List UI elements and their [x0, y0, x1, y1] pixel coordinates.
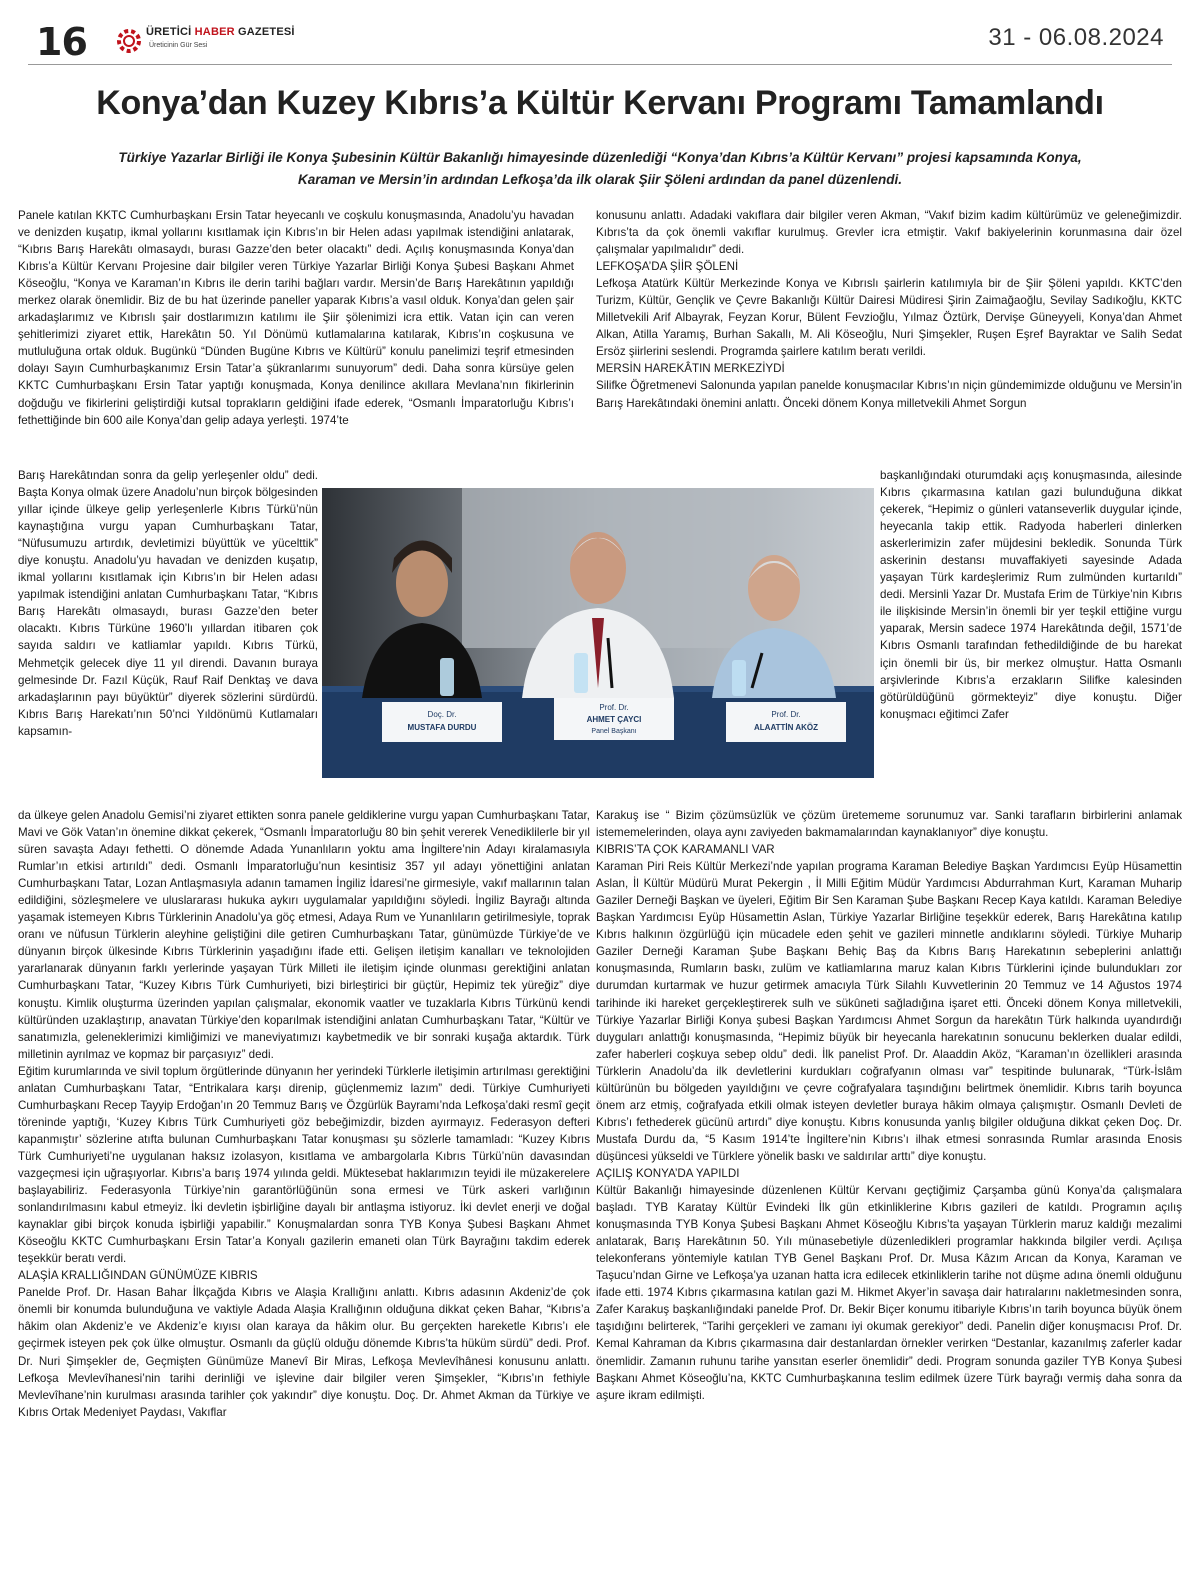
subheading: AÇILIŞ KONYA’DA YAPILDI [596, 1166, 740, 1180]
panel-photo-illustration [322, 488, 874, 778]
issue-date: 31 - 06.08.2024 [988, 24, 1164, 51]
subheading: ALAŞİA KRALLIĞINDAN GÜNÜMÜZE KIBRIS [18, 1269, 258, 1283]
left-column-bottom [18, 807, 590, 1421]
name-plate-title: Doç. Dr. [427, 710, 457, 719]
left-column-wrap [18, 467, 318, 740]
paragraph: başkanlığındaki oturumdaki açış konuşmasında, ailesinde Kıbrıs çıkarmasına katılan gazi bulunduğuna dikkat çekerek, “Hepimiz o günleri vatanseverlik duygular içinde, heyecanla takip ettik. Radyoda haberleri dinlerken askerlerimizin zafer müjdesini bekledik. Sonunda Türk askerinin destansı muvaffakiyeti sayesinde Adada yaşayan Türk kardeşlerimiz Rum zulmünden kurtarıldı” dedi. Mersinli Yazar Dr. Mustafa Erim de Türkiye’nin Kıbrıs ile ilişkisinde Mersin’in önemli bir yer teşkil ettiğine vurgu yaparak, Mersin sadece 1974 Harekâtında değil, 1571’de Kıbrıs Osmanlı tarafından fethedildiğinde de bu harekat için önemli bir üs, bir merkez olmuştur. Hatta Osmanlı arşivlerinde Kıbrıs’a erzakların Silifke kalesinden götürüldüğünü görmekteyiz” diye konuştu. Diğer konuşmacı eğitimci Zafer [880, 469, 1182, 721]
left-column-top [18, 207, 574, 429]
right-column-wrap [880, 467, 1182, 723]
name-plate-name: ALAATTİN AKÖZ [754, 723, 818, 732]
paragraph: da ülkeye gelen Anadolu Gemisi’ni ziyaret ettikten sonra panele geldiklerine vurgu yapan Cumhurbaşkanı Tatar, Mavi ve Gök Vatan’ın önemine dikkat çekerek, “Osmanlı İmparatorluğu 80 bin şehit vererek Venediklilerle bir yıl süren savaşta Adayı fethetti. O dönemde Adada Yunanlıların yoktu ama İngiltere’nin Adayı kiralamasıyla Rumlar’ın etkisi artırıldı” dedi. Osmanlı İmparatorluğu’nun kesintisiz 357 yıl adayı yönettiğini anlatan Cumhurbaşkanı Tatar, Lozan Antlaşmasıyla adanın tamamen İngiliz İdaresi’ne girmesiyle, vakıf mallarının talan edildiğini, sözleşmelere ve uluslararası hukuka aykırı uygulamalar yapıldığını söyledi. İngiliz Bayrağı altında yaşamak istemeyen Kıbrıs Türklerinin Anadolu’ya göç etmesi, Adaya Rum ve Yunanlıların getirilmesiyle, toprak oranı ve nüfusun Türklerin aleyhine geliştiğini dile getiren Cumhurbaşkanı Tatar, günümüzde Türkiye’de ve dünyanın birçok ülkesinde Kıbrıs Türklerinin yaşadığını ifade etti. Gelişen iletişim kanalları ve teknolojiden yararlanarak dünyanın farklı yerlerinde yaşayan Türk Milleti ile iletişim içinde olunması gerektiğini anlatan Cumhurbaşkanı Tatar, “Kuzey Kıbrıs Türk Cumhuriyeti, bizi birleştirici bir güçtür, Hepimiz tek yüreğiz” diye konuştu. Kimlik oluşturma üzerinden yapılan çalışmalar, ekonomik vaatler ve tuzaklarla Kıbrıs Türkünü kendi kültüründen uzaklaştırıp, anavatan Türkiye’den koparılmak istendiğini anlatan Cumhurbaşkanı Tatar, “Kültür ve sanatımızla, geleneklerimizi kimliğimizi ve maneviyatımızı kaybetmedik ve bir sonraki kuşağa aktardık. Türk milletinin ayrılmaz ve kopmaz bir parçasıyız” dedi. [18, 809, 590, 1061]
right-column-bottom [596, 807, 1182, 1404]
subheading: MERSİN HAREKÂTIN MERKEZİYDİ [596, 362, 785, 376]
paragraph: Lefkoşa Atatürk Kültür Merkezinde Konya ve Kıbrıslı şairlerin katılımıyla bir de Şiir Şöleni yapıldı. KKTC’den Turizm, Kültür, Gençlik ve Çevre Bakanlığı Kültür Dairesi Müdiresi Şirin Zaimağaoğlu, Sevilay Sadıkoğlu, KKTC Milletvekili Arif Albayrak, Feyzan Korur, Bülent Fevzioğlu, Yılmaz Öztürk, Dervişe Güneyyeli, Konya’dan Ahmet Alkan, Atilla Yaramış, Burhan Sakallı, M. Ali Köseoğlu, Nuri Şimşekler, Ruşen Eşref Bayraktar ve Salih Sedat Ersöz şiirlerini seslendi. Programda şairlere katılım beratı verildi. [596, 277, 1182, 359]
paragraph: Karaman Piri Reis Kültür Merkezi’nde yapılan programa Karaman Belediye Başkan Yardımcısı Eyüp Hüsamettin Aslan, İl Kültür Müdürü Murat Pekergin , İl Milli Eğitim Müdür Yardımcısı Abdurrahman Kurt, Karaman Muharip Gaziler Derneği Başkan ve üyeleri, Eğitim Bir Sen Karaman Şube Başkanı Recep Kaya katıldı. Karaman Belediye Başkan Yardımcısı Eyüp Hüsamettin Aslan, Türkiye Yazarlar Birliğine teşekkür ederek, Barış Harekâtına katılıp Kıbrıs halkının özgürlüğü için mücadele eden şehit ve gazileri minnetle andıklarını söyledi. Türkiye Muharip Gaziler Derneği Karaman Şube Başkanı Behiç Baş da Kıbrıs Barış Harekatının sebeplerini anlattığı konuşmasında, Rumların baskı, zulüm ve katliamlarına maruz kalan Kıbrıs Türklerini içinde bulundukları zor durumdan kurtarmak ve huzur getirmek amacıyla Türk Silahlı Kuvvetlerinin 20 Temmuz ve 14 Ağustos 1974 tarihinde iki hareket gerçekleştirerek sulh ve sükûneti sağladığına işaret etti. Önceki dönem Konya milletvekili, Türkiye Yazarlar Birliği Konya şubesi Başkan Yardımcısı Ahmet Sorgun da harekâtın Türk halkında uyandırdığı duyguları anlattığı konuşmasında, “Hepimiz büyük bir heyecanla harekatının sonucunu beklerken dualar edildi, zafer haberleri coşkuya sebep oldu” dedi. İlk panelist Prof. Dr. Alaaddin Aköz, “Karaman’ın özellikleri arasında Türklerin Anadolu’da ilk devletlerini kurdukları coğrafyanın olması var” tespitinde bulunarak, “Türk-İslâm kültürünün bu bölgeden yayıldığını ve çevre coğrafyalara taşındığını belirtmek önemlidir. Kıbrıs tarih boyunca önem arz etmiş, coğrafyada etkili olmak isteyen devletler buraya hâkim olmaya çalışmıştır. Osmanlı Devleti de Kıbrıs’ı fethederek gücünü artırdı” diye konuştu. Kıbrıs konusunda yanlış bilgiler olduğuna dikkat çeken Doç. Dr. Mustafa Durdu da, “5 Kasım 1914’te İngiltere’nin Kıbrıs’ı ilhak etmesi sonrasında Rumlar arasında Enosis düşüncesi yükseldi ve Türklere yönelik baskı ve saldırılar arttı” diye konuştu. [596, 860, 1182, 1163]
name-plate-title: Prof. Dr. [771, 710, 801, 719]
article-lede: Türkiye Yazarlar Birliği ile Konya Şubesinin Kültür Bakanlığı himayesinde düzenlediği “Konya’dan Kıbrıs’a Kültür Kervanı” projesi kapsamında Konya, Karaman ve Mersin’in ardından Lefkoşa’da ilk olarak Şiir Şöleni ardından da panel düzenlendi. [118, 150, 1082, 187]
paragraph: Karakuş ise “ Bizim çözümsüzlük ve çözüm üretememe sorunumuz var. Sanki tarafların birbirlerini anlamak istememelerinden, olaya aynı zaviyeden bakmamalarından kaynaklanıyor” diye konuştu. [596, 809, 1182, 840]
brand-name: ÜRETİCİ HABER GAZETESİ [146, 26, 295, 38]
article-headline: Konya’dan Kuzey Kıbrıs’a Kültür Kervanı Programı Tamamlandı [96, 84, 1104, 122]
name-plate-role: Panel Başkanı [591, 728, 637, 735]
subheading: LEFKOŞA’DA ŞİİR ŞÖLENİ [596, 260, 739, 274]
paragraph: Kültür Bakanlığı himayesinde düzenlenen Kültür Kervanı geçtiğimiz Çarşamba günü Konya’da çalışmalara başladı. TYB Karatay Kültür Evindeki İlk gün etkinliklerine Kıbrıs gazileri de katıldı. Programın açılış konuşmasında TYB Konya Şubesi Başkanı Ahmet Köseoğlu Kıbrıs’ta yaşayan Türklerin maruz kaldığı mezalimi anlatarak, Barış Harekâtının 50. Yılı münasebetiyle düzenledikleri programlar hakkında bilgiler verdi. Açılışa telekonferans yöntemiyle katılan TYB Genel Başkanı Prof. Dr. Musa Kâzım Arıcan da Konya, Karaman ve Taşucu’ndan Girne ve Lefkoşa’ya uzanan hatta icra edilecek etkinliklerin tarihe not düşme adına önemli olduğunu ifade etti. 1974 Kıbrıs çıkarmasına katılan gazi M. Hikmet Akyer’in savaşa dair hatıralarını nakletmesinden sonra, Zafer Karakuş başkanlığındaki panelde Prof. Dr. Bekir Biçer konumu itibariyle Kıbrıs’ın tarih boyunca büyük önem taşıdığını belirterek, “Tarihi gerçekleri ve zamanı iyi okumak gerekiyor” dedi. Panelin diğer konuşmacısı Prof. Dr. Kemal Kahraman da Kıbrıs çıkarmasına dair destanlardan örnekler verirken “Destanlar, kazanılmış zaferler kadar önemlidir. Zamanın ruhunu tarihe yansıtan eserler önemlidir” dedi. Program sonunda gaziler TYB Konya Şubesi Başkanı Ahmet Köseoğlu’na, KKTC Cumhurbaşkanına teslim edilmek üzere Türk bayrağı vermiş daha sonra da aşure ikram edilmişti. [596, 1184, 1182, 1402]
brand-slogan: Üreticinin Gür Sesi [149, 42, 208, 49]
subheading: KIBRIS’TA ÇOK KARAMANLI VAR [596, 843, 775, 857]
paragraph: Panelde Prof. Dr. Hasan Bahar İlkçağda Kıbrıs ve Alaşia Krallığını anlattı. Kıbrıs adasının Akdeniz’de çok önemli bir konumda bulunduğuna ve vaktiyle Adada Alaşia Krallığının olduğuna dikkat çeken Bahar, “Kıbrıs’a hâkim olan Akdeniz’e ve Akdeniz’e kıyısı olan karaya da hâkim olur. Bu gerçekten hareketle Kıbrıs’ı ele geçirmek isteyen pek çok ülke olmuştur. Osmanlı da güçlü olduğu dönemde Kıbrıs’ta hüküm sürdü” dedi. Prof. Dr. Nuri Şimşekler de, Geçmişten Günümüze Manevî Bir Miras, Lefkoşa Mevlevîhânesi konusunu anlattı. Lefkoşa Mevlevîhanesi’nin tarihi derinliği ve işlevine dair bilgiler veren Şimşekler, “Kıbrıs’ın fethiyle Mevlevîhane’nin kurulması arasında tarihler çok yakındır” diye konuştu. Doç. Dr. Ahmet Akman da Türkiye ve Kıbrıs Ortak Medeniyet Paydası, Vakıflar [18, 1286, 590, 1419]
right-column-top [596, 207, 1182, 412]
gear-logo-icon [116, 28, 142, 54]
paragraph: Panele katılan KKTC Cumhurbaşkanı Ersin Tatar heyecanlı ve coşkulu konuşmasında, Anadolu’yu havadan ve denizden kuşatıp, ikmal yollarını kısıtlamak için Kıbrıs’ın bir Helen adası yapılmak istendiğini anlatarak, “Kıbrıs Barış Harekâtı olmasaydı, burası Gazze’den beter olacaktı” dedi. Açılış konuşmasında Konya’dan Kıbrıs’a Kültür Kervanı Projesine dair bilgiler veren Türkiye Yazarlar Birliği Konya Şubesi Başkanı Ahmet Köseoğlu, “Konya ve Karaman’ın Kıbrıs ile derin tarihi bağları vardır. Mersin’de Barış Harekâtının yapıldığı merkez olarak önemlidir. Biz de bu hat üzerinde paneller yaparak Kıbrıs’a vasıl olduk. Konya’dan gelen şair arkadaşlarımız ve Kıbrıslı şair dostlarımızın katılımı ile Şiir şölenimizi icra ettik. Vatan için can veren şehitlerimizi ziyaret ettik, Harekâtın 50. Yıl Dönümü kutlamalarına katılarak, Kıbrıs’ın coşkusuna ve mutluluğuna ortak olduk. Bugünkü “Dünden Bugüne Kıbrıs ve Kültürü” konulu panelimizi teşrif etmesinden dolayı Sayın Cumhurbaşkanımız Ersin Tatar’a şükranlarımı sunuyorum” dedi. Daha sonra kürsüye gelen KKTC Cumhurbaşkanı Ersin Tatar yaptığı konuşmada, Konya denilince akıllara Mevlana’nın fikirlerinin doğduğu ve fikirlerini geliştirdiği kutsal toprakların geldiğini ifade ederek, “Osmanlı İmparatorluğu Kıbrıs’ı fethettiğinde bin 600 aile Konya’dan gelip adaya yerleşti. 1974’te [18, 209, 574, 427]
panel-photo [322, 488, 874, 778]
paragraph: Eğitim kurumlarında ve sivil toplum örgütlerinde dünyanın her yerindeki Türklerle iletişimin artırılması gerektiğini anlatan Cumhurbaşkanı Tatar, “Entrikalara karşı direnip, güçlenmemiz lazım” dedi. Türkiye Cumhuriyeti Cumhurbaşkanı Recep Tayyip Erdoğan’ın 20 Temmuz Barış ve Özgürlük Bayramı’nda Lefkoşa’daki resmî geçit töreninde yaptığı, ‘Kuzey Kıbrıs Türk Cumhuriyeti göz bebeğimizdir, bizden ayırmayız. Federasyon defteri kapanmıştır’ sözlerine atıfta bulunan Cumhurbaşkanı Tatar konuşması şu sözlerle tamamladı: “Kuzey Kıbrıs Türk Cumhuriyeti’ne uygulanan haksız izolasyon, kısıtlama ve ambargolarla Kıbrıs Türkü’nün davasından vazgeçmesi için uğraşıyorlar. Kıbrıs’a barış 1974 yılında geldi. Müktesebat haklarımızın teyidi ile müzakerelere başlayabiliriz. Federasyonla Türkiye’nin garantörlüğünün sona ermesi ve Türk askeri varlığının sonlandırılmasını kabul etmeyiz. İki devletin işbirliğine dayalı bir antlaşma istiyoruz. İki devlet enerji ve doğal kaynaklar gibi birçok konuda işbirliği yapabilir.” Konuşmalardan sonra TYB Konya Şubesi Başkanı Ahmet Köseoğlu KKTC Cumhurbaşkanı Ersin Tatar’a Konyalı gazilerin emaneti olan Türk Bayrağını takdim ederek teşekkür beratı verdi. [18, 1064, 590, 1266]
name-plate-name: MUSTAFA DURDU [407, 723, 477, 732]
paragraph: konusunu anlattı. Adadaki vakıflara dair bilgiler veren Akman, “Vakıf bizim kadim kültürümüz ve geleneğimizdir. Kıbrıs’ta da çok önemli vakıflar kurulmuş. Grevler icra etmiştir. Vakıf bakiyelerinin korunmasına dair özel çalışmalar yapılmalıdır” dedi. [596, 209, 1182, 257]
paragraph: Barış Harekâtından sonra da gelip yerleşenler oldu” dedi. Başta Konya olmak üzere Anadolu’nun birçok bölgesinden yıllar içinde ülkeye gelip yerleşenlerle Kıbrıs Türkü’nün kaynaştığına vurgu yapan Cumhurbaşkanı Tatar, “Nüfusumuzu artırdık, devletimizi büyüttük ve yücelttik” diye konuştu. Anadolu’yu havadan ve denizden kuşatıp, ikmal yollarını kısıtlamak için Kıbrıs’ın bir Helen adası yapılmak istendiğini anlatan Cumhurbaşkanı Tatar, “Kıbrıs Barış Harekâtı olmasaydı, burası Gazze’den beter olacaktı. Kıbrıs Türküne 1960’lı yıllardan itibaren çok sayıda saldırı ve katliamlar yapıldı. Kıbrıs Türkü, Mehmetçik gelecek diye 11 yıl direndi. Davanın buraya gelmesinde Dr. Fazıl Küçük, Rauf Raif Denktaş ve dava arkadaşlarının payı büyüktür” diyerek sözlerini sürdürdü. Kıbrıs Barış Harekatı’nın 50’nci Yıldönümü Kutlamaları kapsamın- [18, 469, 318, 738]
name-plate-name: AHMET ÇAYCI [586, 715, 642, 724]
header-rule [28, 64, 1172, 65]
page-number: 16 [36, 20, 87, 64]
paragraph: Silifke Öğretmenevi Salonunda yapılan panelde konuşmacılar Kıbrıs’ın niçin gündemimizde olduğunu ve Mersin’in Barış Harekâtındaki önemini anlattı. Önceki dönem Konya milletvekili Ahmet Sorgun [596, 379, 1182, 410]
name-plate-title: Prof. Dr. [599, 703, 629, 712]
masthead [28, 18, 1172, 62]
